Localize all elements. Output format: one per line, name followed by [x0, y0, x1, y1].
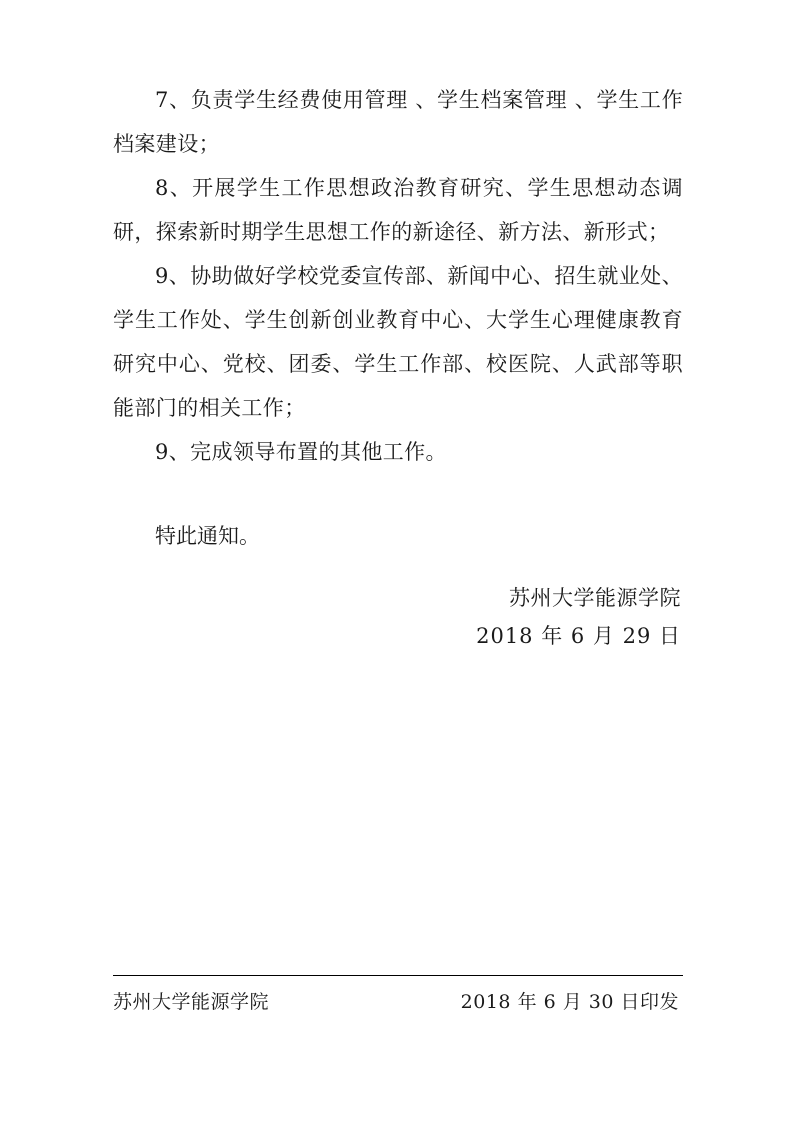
footer-issue-date: 2018 年 6 月 30 日印发: [460, 991, 679, 1013]
signature-organization: 苏州大学能源学院: [509, 586, 681, 610]
closing-notice: 特此通知。: [155, 524, 260, 548]
paragraph-item-8: 8、开展学生工作思想政治教育研究、学生思想动态调研，探索新时期学生思想工作的新途径、新方法、新形式；: [113, 176, 683, 244]
paragraph-item-9a: 9、协助做好学校党委宣传部、新闻中心、招生就业处、学生工作处、学生创新创业教育中心、大学生心理健康教育研究中心、党校、团委、学生工作部、校医院、人武部等职能部门的相关工作；: [113, 264, 683, 420]
document-body: [113, 78, 683, 655]
signature-block: [113, 579, 683, 655]
footer-divider: [113, 975, 683, 976]
footer-issuer: 苏州大学能源学院: [113, 991, 270, 1013]
paragraph-item-7: 7、负责学生经费使用管理 、学生档案管理 、学生工作档案建设；: [113, 88, 683, 156]
paragraph-item-9b: 9、完成领导布置的其他工作。: [155, 440, 447, 464]
signature-date: 2018 年 6 月 29 日: [476, 624, 681, 648]
page-footer: [113, 985, 683, 1019]
